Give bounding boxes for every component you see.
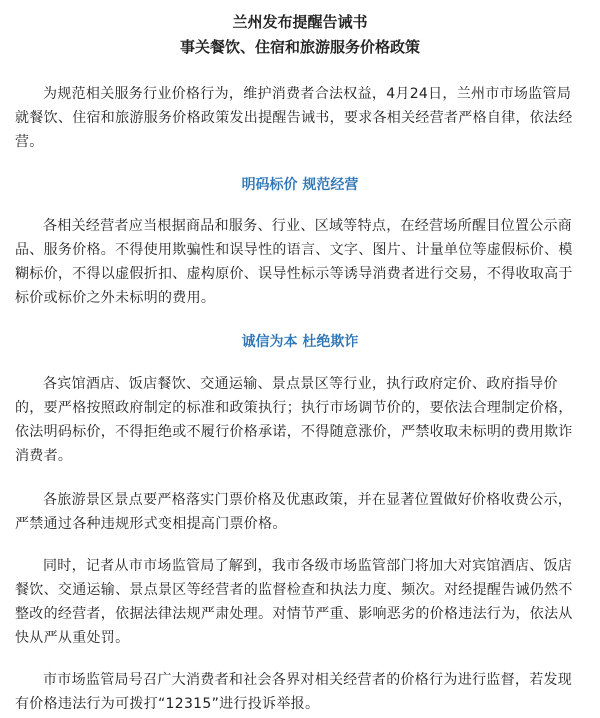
- article-title: [0, 10, 600, 60]
- title-line-2: 事关餐饮、住宿和旅游服务价格政策: [179, 38, 420, 56]
- integrity-paragraph: 各宾馆酒店、饭店餐饮、交通运输、景点景区等行业，执行政府定价、政府指导价的，要严格按照政府制定的标准和政策执行；执行市场调节价的，要依法合理制定价格，依法明码标价，不得拒绝或不履行价格承诺，不得随意涨价，严禁收取未标明的费用欺诈消费者。: [15, 376, 573, 464]
- scenic-spots-paragraph: 各旅游景区景点要严格落实门票价格及优惠政策，并在显著位置做好价格收费公示，严禁通过各种违规形式变相提高门票价格。: [15, 492, 573, 532]
- intro-paragraph: 为规范相关服务行业价格行为，维护消费者合法权益，4月24日，兰州市市场监管局就餐饮、住宿和旅游服务价格政策发出提醒告诫书，要求各相关经营者严格自律，依法经营。: [15, 86, 573, 150]
- enforcement-paragraph: 同时，记者从市市场监管局了解到，我市各级市场监管部门将加大对宾馆酒店、饭店餐饮、交通运输、景点景区等经营者的监督检查和执法力度、频次。对经提醒告诫仍然不整改的经营者，依据法律法规严肃处理。对情节严重、影响恶劣的价格违法行为，依法从快从严从重处罚。: [15, 558, 573, 646]
- section-heading-integrity: 诚信为本 杜绝欺诈: [241, 334, 359, 350]
- section-heading-pricing: 明码标价 规范经营: [241, 177, 359, 193]
- title-line-1: 兰州发布提醒告诫书: [232, 13, 368, 31]
- pricing-paragraph: 各相关经营者应当根据商品和服务、行业、区域等特点，在经营场所醒目位置公示商品、服务价格。不得使用欺骗性和误导性的语言、文字、图片、计量单位等虚假标价、模糊标价，不得以虚假折扣、虚构原价、误导性标示等诱导消费者进行交易，不得收取高于标价或标价之外未标明的费用。: [15, 218, 573, 306]
- complaint-hotline-paragraph: 市市场监管局号召广大消费者和社会各界对相关经营者的价格行为进行监督，若发现有价格违法行为可拨打“12315”进行投诉举报。: [15, 672, 573, 712]
